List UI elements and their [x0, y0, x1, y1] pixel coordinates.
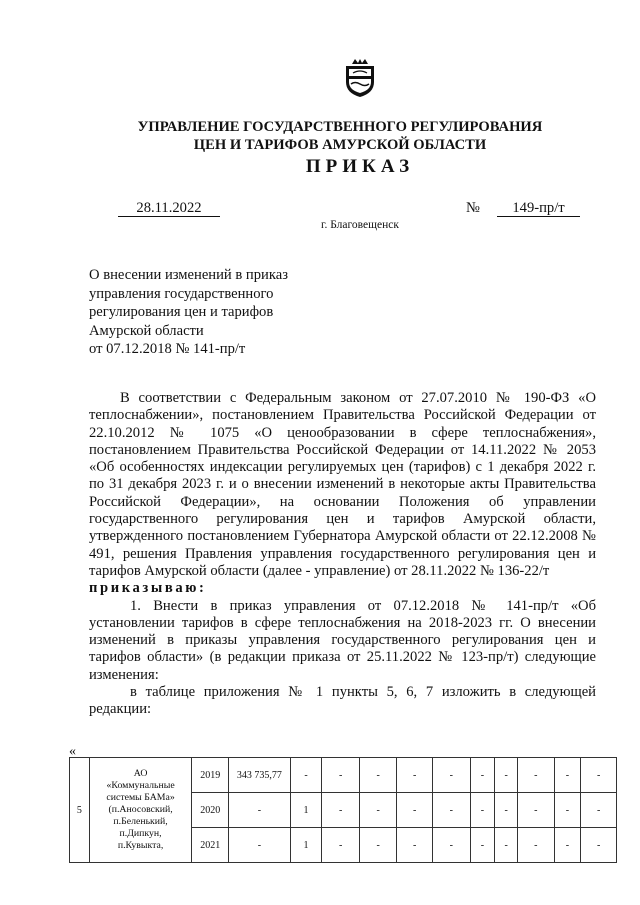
- value-cell: -: [397, 793, 433, 828]
- table-row: [70, 758, 617, 793]
- organization-name-line1: УПРАВЛЕНИЕ ГОСУДАРСТВЕННОГО РЕГУЛИРОВАНИЯ: [137, 119, 543, 135]
- subject-line: от 07.12.2018 № 141-пр/т: [89, 341, 246, 357]
- year-cell: 2020: [192, 793, 229, 828]
- value-cell: -: [518, 758, 555, 793]
- value-cell: -: [470, 793, 495, 828]
- value-cell: -: [581, 793, 617, 828]
- number-label: №: [466, 200, 480, 216]
- document-date: 28.11.2022: [118, 200, 220, 217]
- value-cell: -: [359, 758, 397, 793]
- value-cell: -: [433, 758, 471, 793]
- value-cell: 1: [290, 828, 322, 863]
- year-cell: 2019: [192, 758, 229, 793]
- row-number-cell: 5: [70, 758, 90, 863]
- value-cell: -: [581, 758, 617, 793]
- tariff-table: [69, 757, 617, 863]
- value-cell: -: [229, 828, 291, 863]
- value-cell: -: [229, 793, 291, 828]
- document-subject: [89, 266, 349, 359]
- value-cell: -: [322, 758, 360, 793]
- value-cell: -: [554, 793, 581, 828]
- organization-line: п.Дипкун,: [119, 828, 162, 839]
- coat-of-arms-icon: [343, 58, 377, 98]
- subject-line: Амурской области: [89, 322, 204, 339]
- value-cell: -: [581, 828, 617, 863]
- value-cell: -: [495, 793, 518, 828]
- value-cell: -: [397, 828, 433, 863]
- value-cell: -: [322, 793, 360, 828]
- preamble-paragraph: В соответствии с Федеральным законом от 27.07.2010 № 190-ФЗ «О теплоснабжении», постановлением Правительства Российской Федерации от 22.10.2012 № 1075 «О ценообразовании в сфере теплоснабжения», постановлением Правительства Российской Федерации от 14.11.2022 № 2053 «Об особенностях индексации регулируемых цен (тарифов) с 1 декабря 2022 г. по 31 декабря 2023 г. и о внесении изменений в некоторые акты Правительства Российской Федерации», на основании Положения об управлении государственного регулирования цен и тарифов Амурской области, утвержденного постановлением Губернатора Амурской области от 22.12.2008 № 491, решения Правления управления государственного регулирования цен и тарифов Амурской области (далее - управление) от 28.11.2022 № 136-22/т: [89, 390, 596, 579]
- value-cell: -: [397, 758, 433, 793]
- organization-line: «Коммунальные: [106, 780, 175, 791]
- subject-line: регулирования цен и тарифов: [89, 304, 274, 320]
- item-1-paragraph: 1. Внести в приказ управления от 07.12.2018 № 141-пр/т «Об установлении тарифов в сфере теплоснабжения на 2018-2023 гг. О внесении изменений в приказы управления государственного регулирования цен и тарифов области» (в редакции приказа от 25.11.2022 № 123-пр/т) следующие изменения:: [89, 597, 596, 683]
- organization-line: (п.Аносовский,: [108, 804, 173, 815]
- document-body: [89, 390, 596, 719]
- value-cell: -: [518, 793, 555, 828]
- value-cell: -: [470, 758, 495, 793]
- organization-line: п.Кувыкта,: [117, 840, 164, 851]
- organization-line: п.Беленький,: [113, 816, 168, 827]
- organization-line: АО: [133, 768, 148, 779]
- value-cell: -: [433, 793, 471, 828]
- document-number: 149-пр/т: [497, 200, 580, 217]
- organization-name-line2: ЦЕН И ТАРИФОВ АМУРСКОЙ ОБЛАСТИ: [193, 137, 487, 153]
- value-cell: -: [518, 828, 555, 863]
- city: г. Благовещенск: [321, 219, 399, 231]
- organization-line: системы БАМа»: [106, 792, 175, 803]
- value-cell: -: [495, 758, 518, 793]
- subject-line: О внесении изменений в приказ: [89, 267, 288, 283]
- document-title: ПРИКАЗ: [305, 156, 415, 177]
- table-intro-paragraph: в таблице приложения № 1 пункты 5, 6, 7 изложить в следующей редакции:: [89, 684, 596, 718]
- value-cell: -: [359, 828, 397, 863]
- value-cell: -: [322, 828, 360, 863]
- value-cell: 1: [290, 793, 322, 828]
- value-cell: -: [290, 758, 322, 793]
- open-quote: «: [69, 744, 76, 759]
- order-word: приказываю:: [89, 580, 207, 597]
- value-cell: -: [495, 828, 518, 863]
- value-cell: -: [433, 828, 471, 863]
- value-cell: -: [359, 793, 397, 828]
- value-cell: 343 735,77: [229, 758, 291, 793]
- value-cell: -: [554, 758, 581, 793]
- subject-line: управления государственного: [89, 285, 274, 302]
- organization-cell: [89, 758, 192, 863]
- year-cell: 2021: [192, 828, 229, 863]
- value-cell: -: [554, 828, 581, 863]
- value-cell: -: [470, 828, 495, 863]
